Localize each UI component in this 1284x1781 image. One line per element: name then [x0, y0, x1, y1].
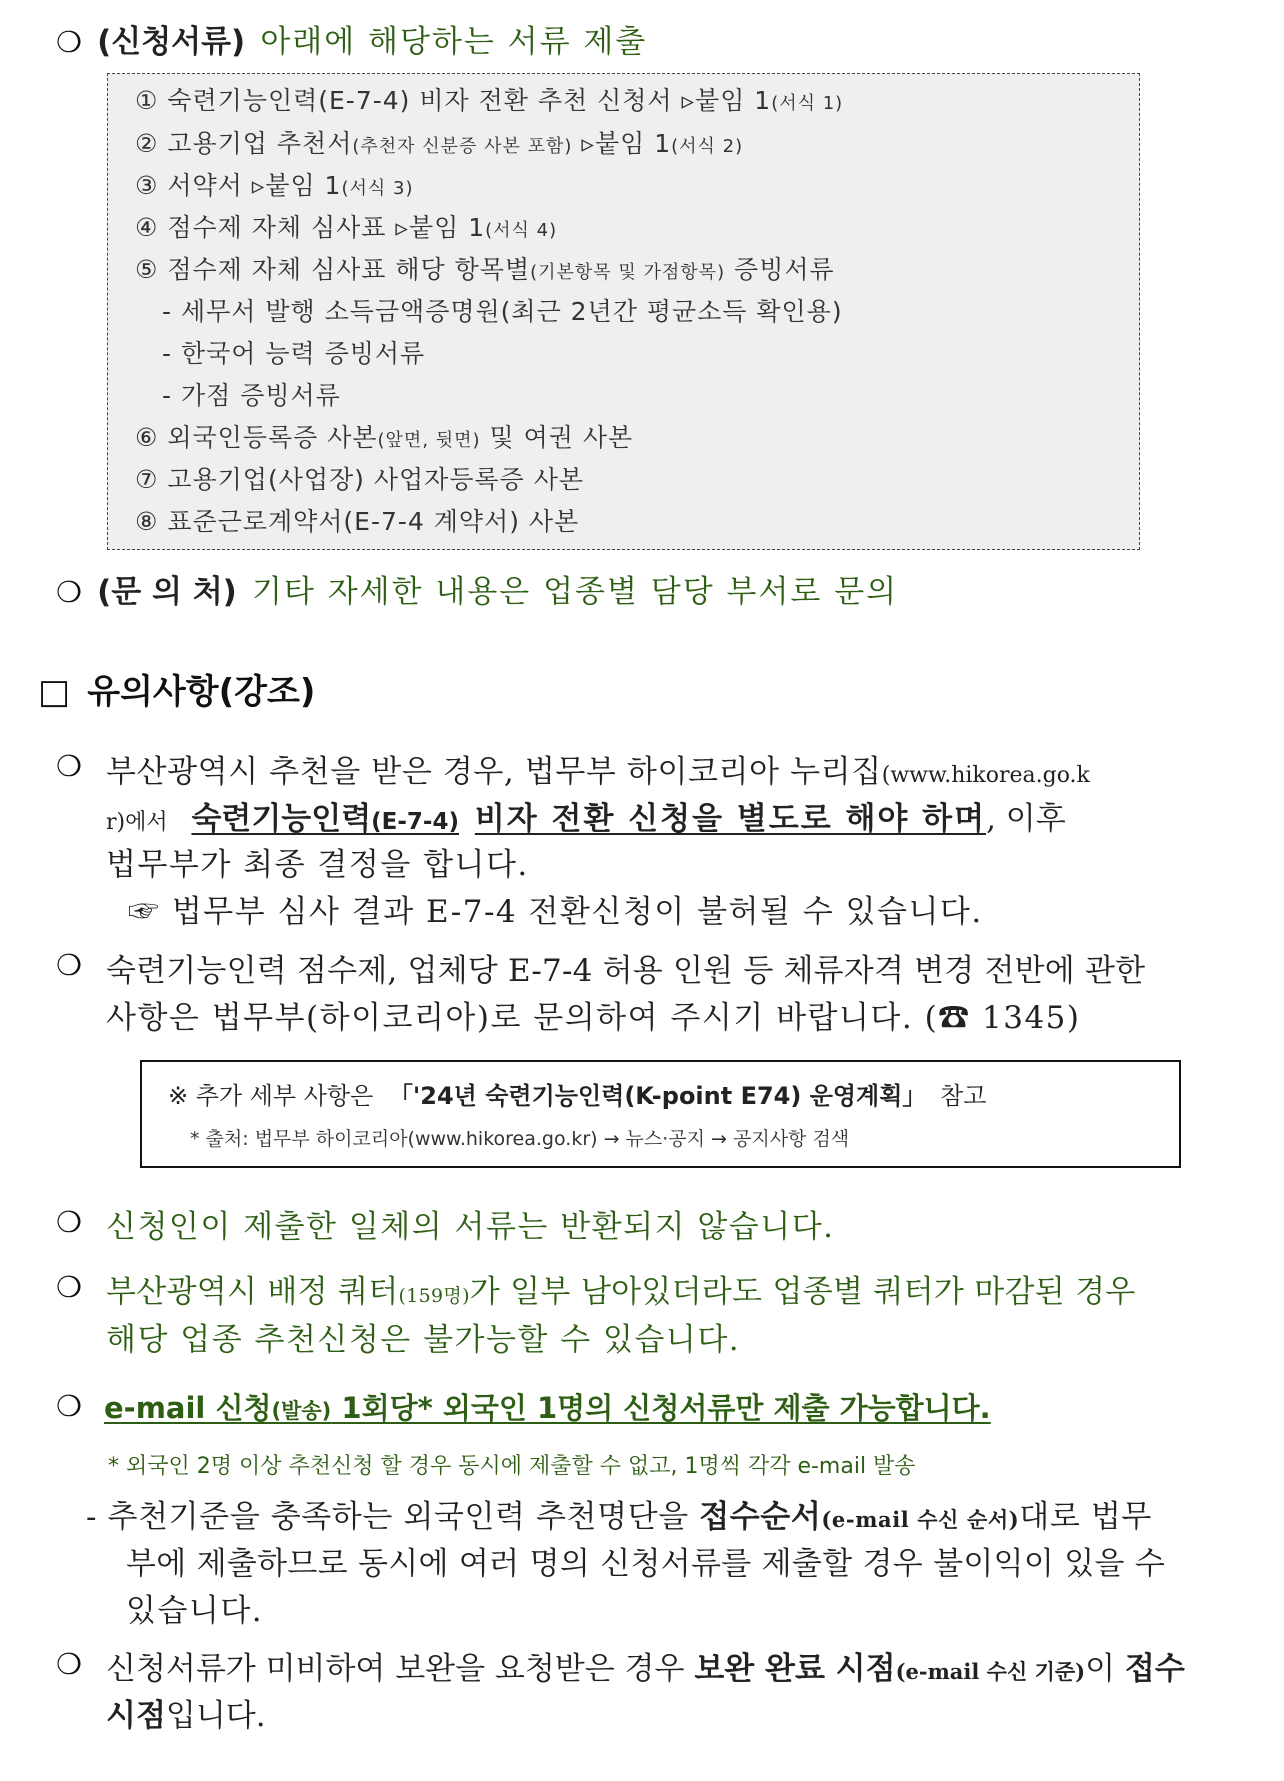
p1-line1: 부산광역시 추천을 받은 경우, 법무부 하이코리아 누리집(www.hikorea.go.k — [106, 754, 1090, 790]
p7-line2: 시점입니다. — [106, 1698, 266, 1734]
doc-subitem-3: - 가점 증빙서류 — [162, 381, 341, 410]
ref-line2: * 출처: 법무부 하이코리아(www.hikorea.go.kr) → 뉴스·공지 → 공지사항 검색 — [190, 1128, 850, 1150]
p2-line2: 사항은 법무부(하이코리아)로 문의하여 주시기 바랍니다. (☎ 1345) — [106, 1000, 1081, 1036]
p1-line2: r)에서 숙련기능인력(E-7-4) 비자 전환 신청을 별도로 해야 하며, 이후 — [106, 801, 1066, 837]
circle-bullet-icon: ❍ — [56, 1647, 82, 1681]
p4-line2: 해당 업종 추천신청은 불가능할 수 있습니다. — [106, 1322, 741, 1358]
p2-line1: 숙련기능인력 점수제, 업체당 E-7-4 허용 인원 등 체류자격 변경 전반에 관한 — [106, 953, 1146, 989]
section-text: 아래에 해당하는 서류 제출 — [260, 24, 648, 60]
doc-item-4: ④ 점수제 자체 심사표 ▹붙임 1(서식 4) — [135, 213, 558, 242]
section-label: (신청서류) — [97, 24, 246, 60]
doc-item-5: ⑤ 점수제 자체 심사표 해당 항목별(기본항목 및 가점항목) 증빙서류 — [135, 255, 835, 284]
doc-item-2: ② 고용기업 추천서(추천자 신분증 사본 포함) ▹붙임 1(서식 2) — [135, 129, 744, 158]
p6-line3: 있습니다. — [126, 1593, 264, 1629]
p7-line1: 신청서류가 미비하여 보완을 요청받은 경우 보완 완료 시점(e-mail 수신 기준)이 접수 — [106, 1651, 1185, 1687]
doc-item-6: ⑥ 외국인등록증 사본(앞면, 뒷면) 및 여권 사본 — [135, 423, 634, 452]
p6-line2: 부에 제출하므로 동시에 여러 명의 신청서류를 제출할 경우 불이익이 있을 수 — [126, 1546, 1166, 1582]
checkbox-icon: □ — [38, 672, 71, 712]
ref-line1: ※ 추가 세부 사항은 「'24년 숙련기능인력(K-point E74) 운영계획」 참고 — [168, 1082, 987, 1110]
circle-bullet-icon: ❍ — [56, 575, 82, 609]
doc-item-7: ⑦ 고용기업(사업장) 사업자등록증 사본 — [135, 465, 585, 494]
p1-note: ☞ 법무부 심사 결과 E-7-4 전환신청이 불허될 수 있습니다. — [128, 894, 983, 930]
section-contact — [56, 566, 898, 611]
doc-item-3: ③ 서약서 ▹붙임 1(서식 3) — [135, 171, 414, 200]
contact-label: (문 의 처) — [97, 574, 237, 610]
circle-bullet-icon: ❍ — [56, 1205, 82, 1239]
circle-bullet-icon: ❍ — [56, 1389, 82, 1423]
contact-text: 기타 자세한 내용은 업종별 담당 부서로 문의 — [251, 574, 899, 610]
p1-line3: 법무부가 최종 결정을 합니다. — [106, 847, 529, 883]
doc-subitem-1: - 세무서 발행 소득금액증명원(최근 2년간 평균소득 확인용) — [162, 297, 843, 326]
circle-bullet-icon: ❍ — [56, 749, 82, 783]
p4-line1: 부산광역시 배정 쿼터(159명)가 일부 남아있더라도 업종별 쿼터가 마감된 경우 — [106, 1274, 1136, 1310]
doc-item-1: ① 숙련기능인력(E-7-4) 비자 전환 추천 신청서 ▹붙임 1(서식 1) — [135, 86, 844, 115]
notice-title: 유의사항(강조) — [87, 672, 316, 712]
circle-bullet-icon: ❍ — [56, 948, 82, 982]
section-apply-docs — [56, 16, 647, 61]
doc-item-8: ⑧ 표준근로계약서(E-7-4 계약서) 사본 — [135, 507, 580, 536]
doc-subitem-2: - 한국어 능력 증빙서류 — [162, 339, 426, 368]
circle-bullet-icon: ❍ — [56, 1270, 82, 1304]
p5-note: * 외국인 2명 이상 추천신청 할 경우 동시에 제출할 수 없고, 1명씩 각각 e-mail 발송 — [108, 1454, 916, 1479]
p3: 신청인이 제출한 일체의 서류는 반환되지 않습니다. — [106, 1209, 835, 1245]
notice-heading — [38, 664, 315, 713]
p6-line1: - 추천기준을 충족하는 외국인력 추천명단을 접수순서(e-mail 수신 순서)대로 법무 — [86, 1499, 1152, 1535]
circle-bullet-icon: ❍ — [56, 25, 82, 59]
p5: e-mail 신청(발송) 1회당* 외국인 1명의 신청서류만 제출 가능합니다. — [104, 1391, 991, 1425]
